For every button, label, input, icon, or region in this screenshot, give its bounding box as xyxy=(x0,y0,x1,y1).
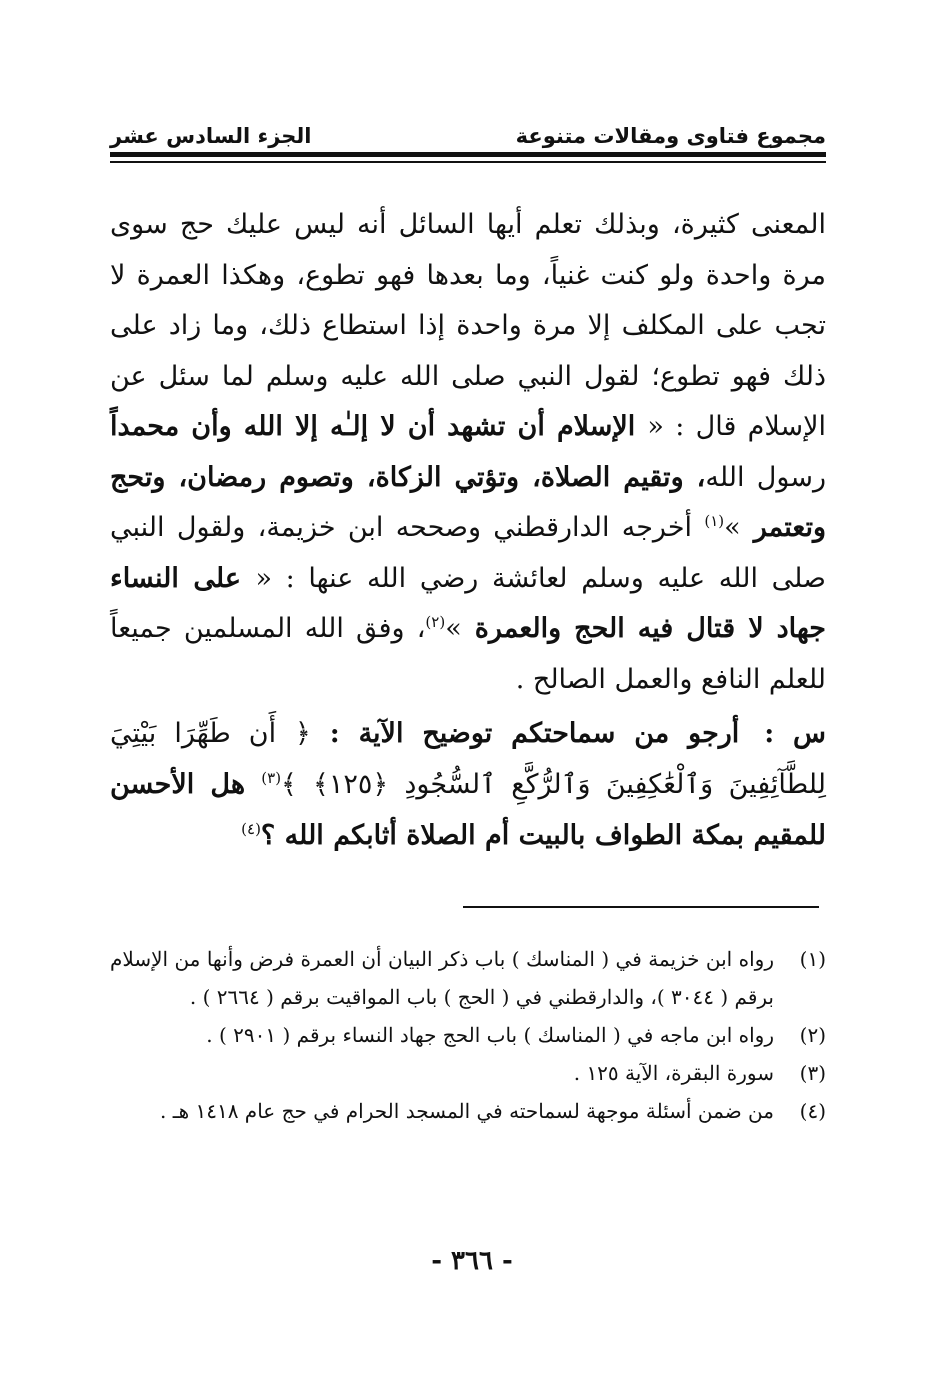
footnote-separator xyxy=(463,906,819,908)
text-run: ، وفق الله المسلمين جميعاً للعلم النافع والعمل الصالح . xyxy=(110,613,826,695)
footnote-item xyxy=(110,940,826,1016)
text-run: أخرجه الدارقطني وصححه ابن خزيمة، ولقول النبي صلى الله عليه وسلم لعائشة رضي الله عنها : « xyxy=(110,512,826,594)
quran-bracket-open: ﴿ xyxy=(295,718,311,749)
footnote-number: (٣) xyxy=(799,1061,826,1085)
verse-number: ﴿١٢٥﴾ xyxy=(313,769,389,800)
text-run: » xyxy=(445,613,462,644)
footnote-item xyxy=(110,1016,826,1054)
footnote-number: (٢) xyxy=(799,1023,826,1047)
footnote-ref-1[interactable]: (١) xyxy=(704,512,725,530)
quran-bracket-close: ﴾ xyxy=(281,769,297,800)
footnote-item xyxy=(110,1054,826,1092)
hadith-text-bold: على النساء جهاد لا قتال فيه الحج والعمرة xyxy=(110,562,826,644)
paragraph-1 xyxy=(110,200,826,705)
footnotes-list xyxy=(110,940,826,1130)
volume-label: الجزء السادس عشر xyxy=(110,124,312,148)
footnote-number: (٤) xyxy=(799,1099,826,1123)
footnote-item xyxy=(110,1092,826,1130)
footnote-ref-2[interactable]: (٢) xyxy=(425,613,446,631)
footnote-text: رواه ابن ماجه في ( المناسك ) باب الحج جهاد النساء برقم ( ٢٩٠١ ) . xyxy=(206,1023,774,1047)
hadith-text-bold: الإسلام أن تشهد أن لا إلـٰه إلا الله وأن محمداً xyxy=(110,411,648,442)
question-intro: أرجو من سماحتكم توضيح الآية : xyxy=(329,718,740,749)
header-rule-thick xyxy=(110,152,826,157)
quran-verse: أَن طَهِّرَا بَيْتِيَ لِلطَّآئِفِينَ وَٱلْعَٰكِفِينَ وَٱلرُّكَّعِ ٱلسُّجُودِ xyxy=(110,718,826,800)
footnote-text: رواه ابن خزيمة في ( المناسك ) باب ذكر البيان أن العمرة فرض وأنها من الإسلام برقم ( ٣٠٤٤ )، والدارقطني في ( الحج ) باب المواقيت برقم ( ٢٦٦٤ ) . xyxy=(110,947,774,1009)
hadith-text-bold: ، وتقيم الصلاة، وتؤتي الزكاة، وتصوم رمضان، وتحج وتعتمر xyxy=(110,461,826,543)
text-run: » xyxy=(724,512,741,543)
footnote-text: من ضمن أسئلة موجهة لسماحته في المسجد الحرام في حج عام ١٤١٨ هـ . xyxy=(160,1099,774,1123)
question-label: س : xyxy=(764,718,827,749)
text-run: المعنى كثيرة، وبذلك تعلم أيها السائل أنه ليس عليك حج سوى مرة واحدة ولو كنت غنياً، وما بعدها فهو تطوع، وهكذا العمرة لا تجب على المكلف إلا مرة واحدة إذا استطاع ذلك، وما زاد على ذلك فهو تطوع؛ لقول النبي صلى الله عليه وسلم لما سئل عن الإسلام قال : « xyxy=(110,209,826,442)
main-paragraph xyxy=(110,200,826,705)
book-title: مجموع فتاوى ومقالات متنوعة xyxy=(515,124,826,148)
footnote-text: سورة البقرة، الآية ١٢٥ . xyxy=(573,1061,774,1085)
footnote-ref-4[interactable]: (٤) xyxy=(241,820,261,838)
text-run: رسول الله xyxy=(705,461,827,493)
footnote-ref-3[interactable]: (٣) xyxy=(261,769,282,787)
header-rule-thin xyxy=(110,161,826,163)
question-rest: هل الأحسن للمقيم بمكة الطواف بالبيت أم الصلاة أثابكم الله ؟ xyxy=(110,769,826,851)
page-number: - ٣٦٦ - xyxy=(431,1246,513,1276)
running-header xyxy=(110,108,826,148)
footnote-number: (١) xyxy=(799,947,826,971)
question-block xyxy=(110,708,826,861)
